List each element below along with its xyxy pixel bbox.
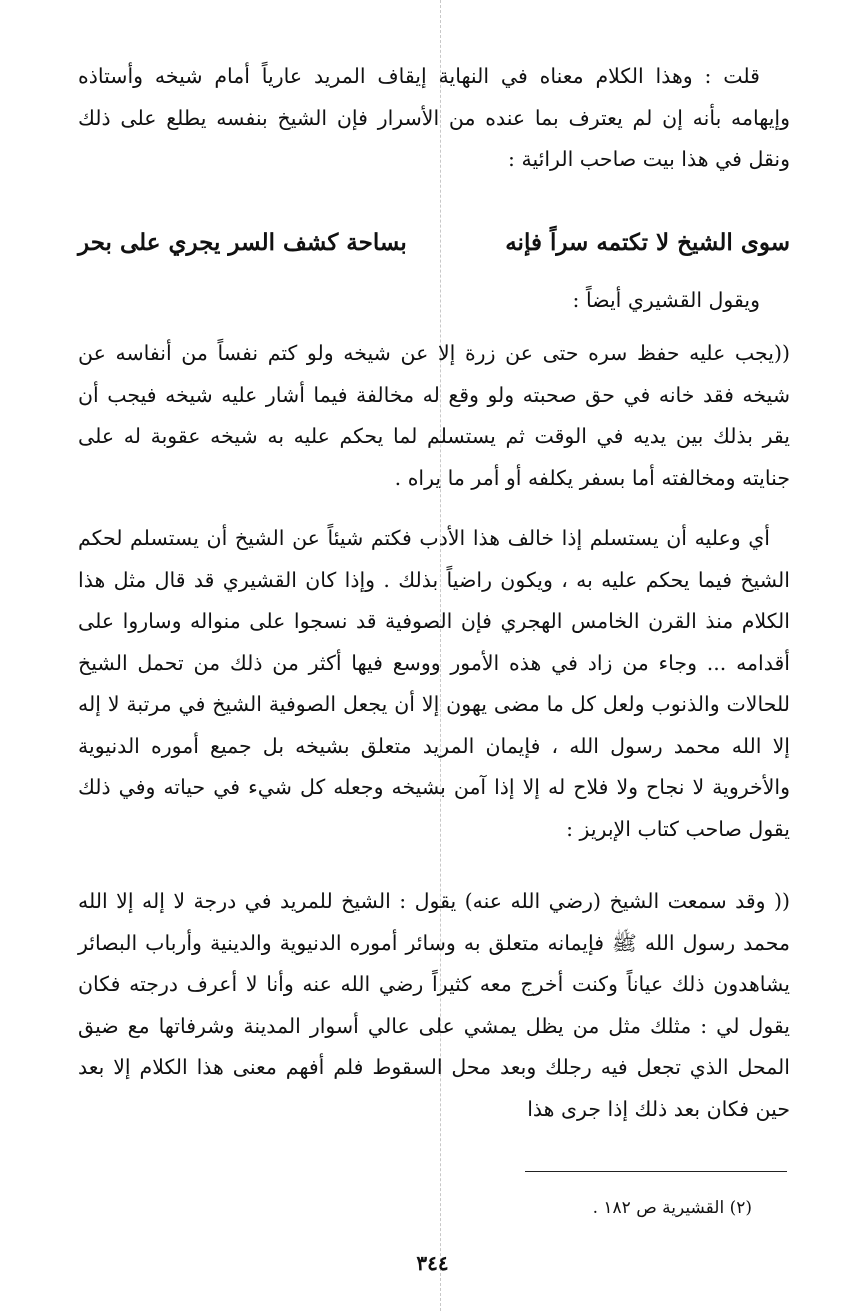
footnote-separator — [525, 1171, 787, 1172]
poem-verse — [78, 221, 790, 265]
paragraph-3-quote: ((يجب عليه حفظ سره حتى عن زرة إلا عن شيخه ولو كتم نفساً من أنفاسه عن شيخه فقد خانه في حق صحبته ولو وقع له مخالفة فيما أشار عليه شيخه فيجب أن يقر بذلك بين يديه في الوقت ثم يستسلم لما يحكم عليه به شيخه عقوبة له على جنايته ومخالفته أما بسفر يكلفه أو أمر ما يراه . — [78, 341, 790, 490]
page-number: ٣٤٤ — [416, 1251, 449, 1275]
verse-hemistich-1: سوى الشيخ لا تكتمه سراً فإنه — [505, 229, 790, 256]
paragraph-5-quote: (( وقد سمعت الشيخ (رضي الله عنه) يقول : الشيخ للمريد في درجة لا إله إلا الله محمد رسول الله ﷺ فإيمانه متعلق به وسائر أموره الدنيوية والدينية وأرباب البصائر يشاهدون ذلك عياناً وكنت أخرج معه كثيراً رضي الله عنه وأنا لا أعرف درجته فكان يقول لي : مثلك مثل من يظل يمشي على عالي أسوار المدينة وشرفاتها مع ضيق المحل الذي تجعل فيه رجلك وبعد محل السقوط فلم أفهم معنى هذا الكلام إلا بعد حين فكان بعد ذلك إذا جرى هذا — [78, 889, 790, 1121]
paragraph-1: قلت : وهذا الكلام معناه في النهاية إيقاف المريد عارياً أمام شيخه وأستاذه وإيهامه بأنه إن لم يعترف بما عنده من الأسرار فإن الشيخ بنفسه يطلع على ذلك ونقل في هذا بيت صاحب الرائية : — [78, 64, 790, 171]
footnote: (٢) القشيرية ص ١٨٢ . — [592, 1198, 752, 1218]
verse-hemistich-2: بساحة كشف السر يجري على بحر — [78, 229, 407, 256]
paragraph-4: أي وعليه أن يستسلم إذا خالف هذا الأدب فكتم شيئاً عن الشيخ أن يستسلم لحكم الشيخ فيما يحكم عليه به ، ويكون راضياً بذلك . وإذا كان القشيري قد قال مثل هذا الكلام منذ القرن الخامس الهجري فإن الصوفية قد نسجوا على منواله وساروا على أقدامه ... وجاء من زاد في هذه الأمور ووسع فيها أكثر من ذلك من تحمل الشيخ للحالات والذنوب ولعل كل ما مضى يهون إلا أن يجعل الصوفية الشيخ في مرتبة لا إله إلا الله محمد رسول الله ، فإيمان المريد متعلق بشيخه بل جميع أموره الدنيوية والأخروية لا نجاح ولا فلاح له إلا إذا آمن بشيخه وجعله كل شيء في حياته وفي ذلك يقول صاحب كتاب الإبريز : — [78, 526, 790, 841]
paragraph-2: ويقول القشيري أيضاً : — [572, 288, 760, 312]
